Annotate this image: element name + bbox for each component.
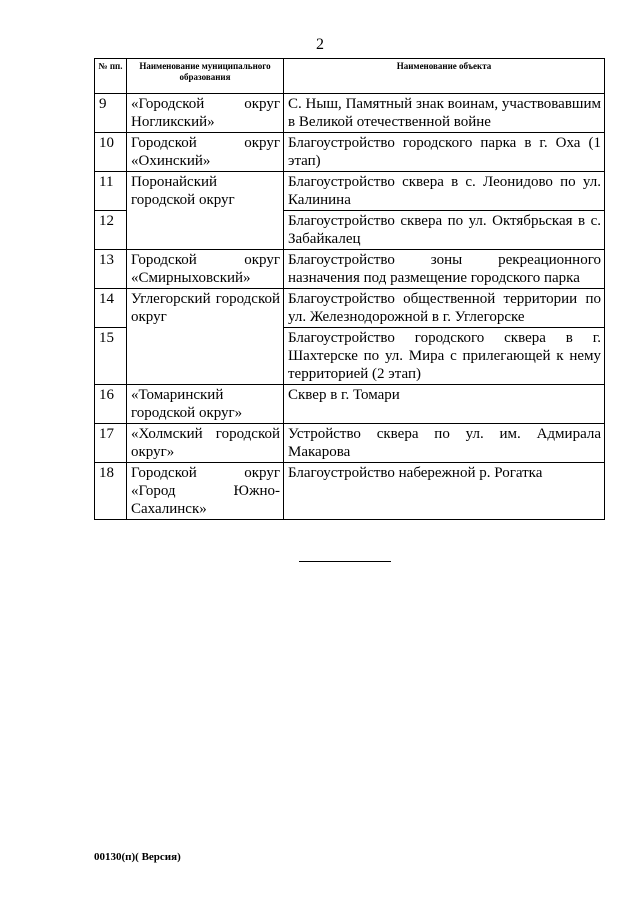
table-row [95,172,605,211]
table-row [95,94,605,133]
page-number: 2 [316,36,324,53]
row-object: Устройство сквера по ул. им. Адмирала Макарова [284,424,605,463]
table-row [95,250,605,289]
header-object: Наименование объекта [284,59,605,94]
table-header-row [95,59,605,94]
row-number: 18 [95,463,127,520]
row-object: Благоустройство зоны рекреационного назначения под размещение городского парка [284,250,605,289]
header-number: № пп. [95,59,127,94]
objects-table [94,58,605,520]
row-object: Благоустройство общественной территории по ул. Железнодорожной в г. Углегорске [284,289,605,328]
row-municipality: Городской округ «Смирныховский» [127,250,284,289]
row-object: Благоустройство набережной р. Рогатка [284,463,605,520]
row-municipality: «Томаринский городской округ» [127,385,284,424]
row-municipality: Городской округ «Город Южно-Сахалинск» [127,463,284,520]
row-object: Сквер в г. Томари [284,385,605,424]
row-object: Благоустройство городского сквера в г. Шахтерске по ул. Мира с прилегающей к нему территорией (2 этап) [284,328,605,385]
table-row [95,133,605,172]
row-object: Благоустройство городского парка в г. Оха (1 этап) [284,133,605,172]
row-municipality: Городской округ «Охинский» [127,133,284,172]
row-number: 14 [95,289,127,328]
row-number: 15 [95,328,127,385]
row-object: Благоустройство сквера в с. Леонидово по ул. Калинина [284,172,605,211]
document-footer-code: 00130(п)( Версия) [94,851,181,863]
row-municipality: «Городской округ Ногликский» [127,94,284,133]
table-row [95,463,605,520]
row-municipality: Углегорский городской округ [127,289,284,385]
row-number: 9 [95,94,127,133]
row-object: С. Ныш, Памятный знак воинам, участвовавшим в Великой отечественной войне [284,94,605,133]
row-number: 17 [95,424,127,463]
row-municipality: «Холмский городской округ» [127,424,284,463]
table-row [95,289,605,328]
row-object: Благоустройство сквера по ул. Октябрьская в с. Забайкалец [284,211,605,250]
row-number: 12 [95,211,127,250]
row-number: 16 [95,385,127,424]
header-municipality: Наименование муниципального образования [127,59,284,94]
row-municipality: Поронайский городской округ [127,172,284,250]
row-number: 10 [95,133,127,172]
end-divider-line [299,561,391,562]
row-number: 11 [95,172,127,211]
table-row [95,424,605,463]
table-row [95,385,605,424]
row-number: 13 [95,250,127,289]
